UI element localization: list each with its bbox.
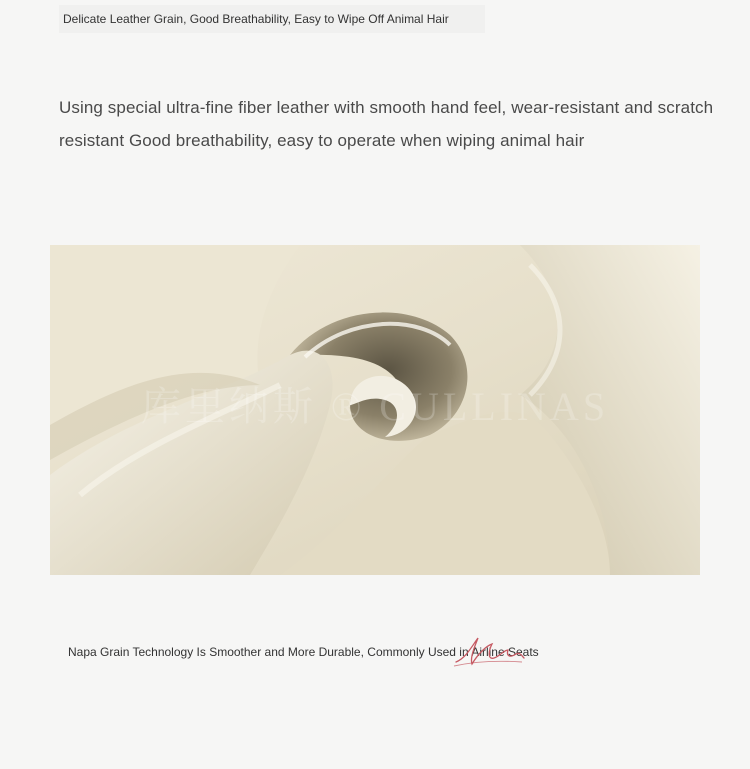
feature-tag-leather-grain xyxy=(59,5,485,33)
feature-tag-text: Delicate Leather Grain, Good Breathability, Easy to Wipe Off Animal Hair xyxy=(63,12,449,26)
product-description: Using special ultra-fine fiber leather with smooth hand feel, wear-resistant and scratch resistant Good breathability, easy to operate when wiping animal hair xyxy=(59,98,714,150)
feature-tag-napa-grain: Napa Grain Technology Is Smoother and More Durable, Commonly Used in Airline Seats xyxy=(68,645,539,659)
leather-swirl-photo xyxy=(50,245,700,575)
brand-watermark: 库里纳斯 ® CULLINAS xyxy=(140,384,610,429)
leather-swirl-illustration xyxy=(50,245,700,575)
